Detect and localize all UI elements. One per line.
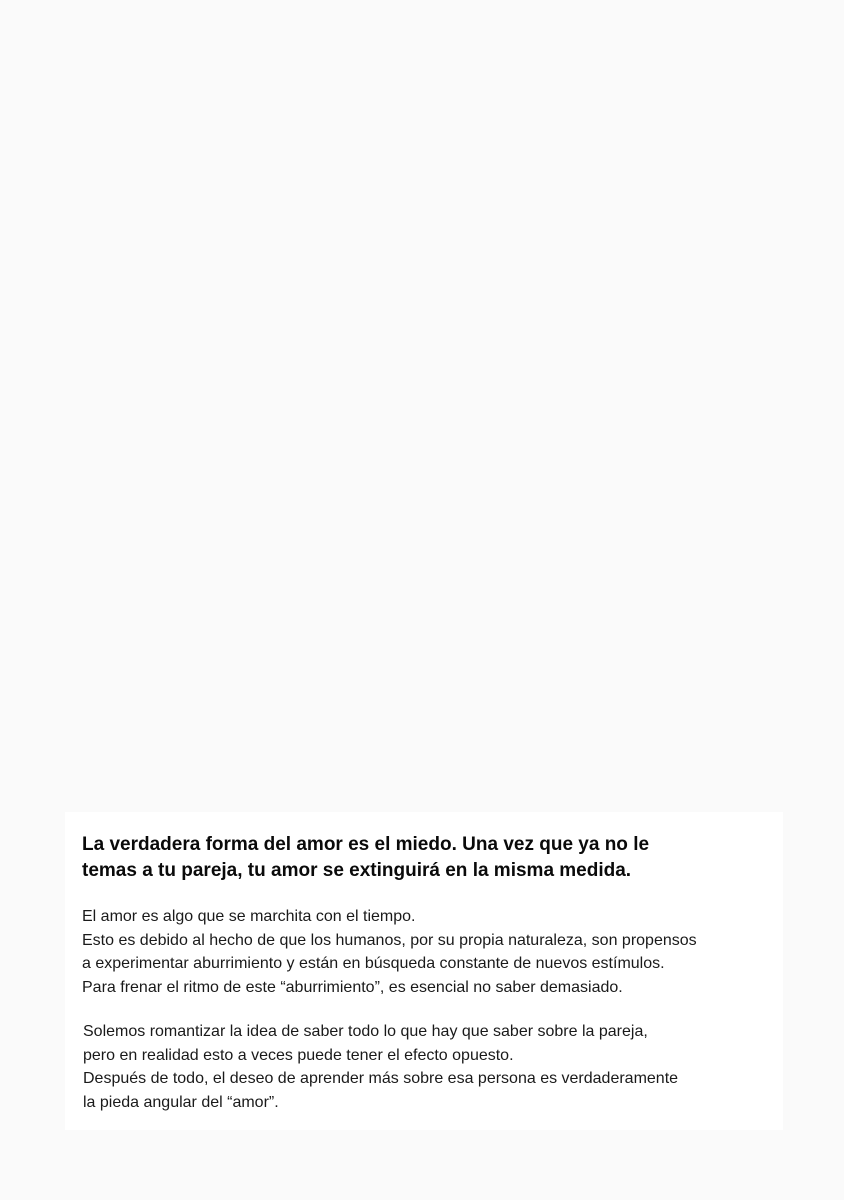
paragraph-line: pero en realidad esto a veces puede tener el efecto opuesto. <box>83 1046 514 1064</box>
paragraph-line: Para frenar el ritmo de este “aburrimiento”, es esencial no saber demasiado. <box>82 978 623 996</box>
heading <box>82 832 649 884</box>
paragraph-line: Después de todo, el deseo de aprender más sobre esa persona es verdaderamente <box>83 1070 679 1087</box>
heading-line: La verdadera forma del amor es el miedo. Una vez que ya no le <box>82 834 650 855</box>
paragraph-line: a experimentar aburrimiento y están en búsqueda constante de nuevos estímulos. <box>82 955 665 972</box>
paragraph-line: Esto es debido al hecho de que los humanos, por su propia naturaleza, son propensos <box>82 931 697 949</box>
text-panel <box>65 812 783 1130</box>
paragraph-line: El amor es algo que se marchita con el tiempo. <box>82 908 416 925</box>
paragraph-line: Solemos romantizar la idea de saber todo lo que hay que saber sobre la pareja, <box>83 1023 648 1040</box>
paragraph-2 <box>83 1020 678 1114</box>
paragraph-line: la pieda angular del “amor”. <box>83 1093 279 1111</box>
heading-line: temas a tu pareja, tu amor se extinguirá en la misma medida. <box>82 860 632 881</box>
paragraph-1 <box>82 905 697 999</box>
